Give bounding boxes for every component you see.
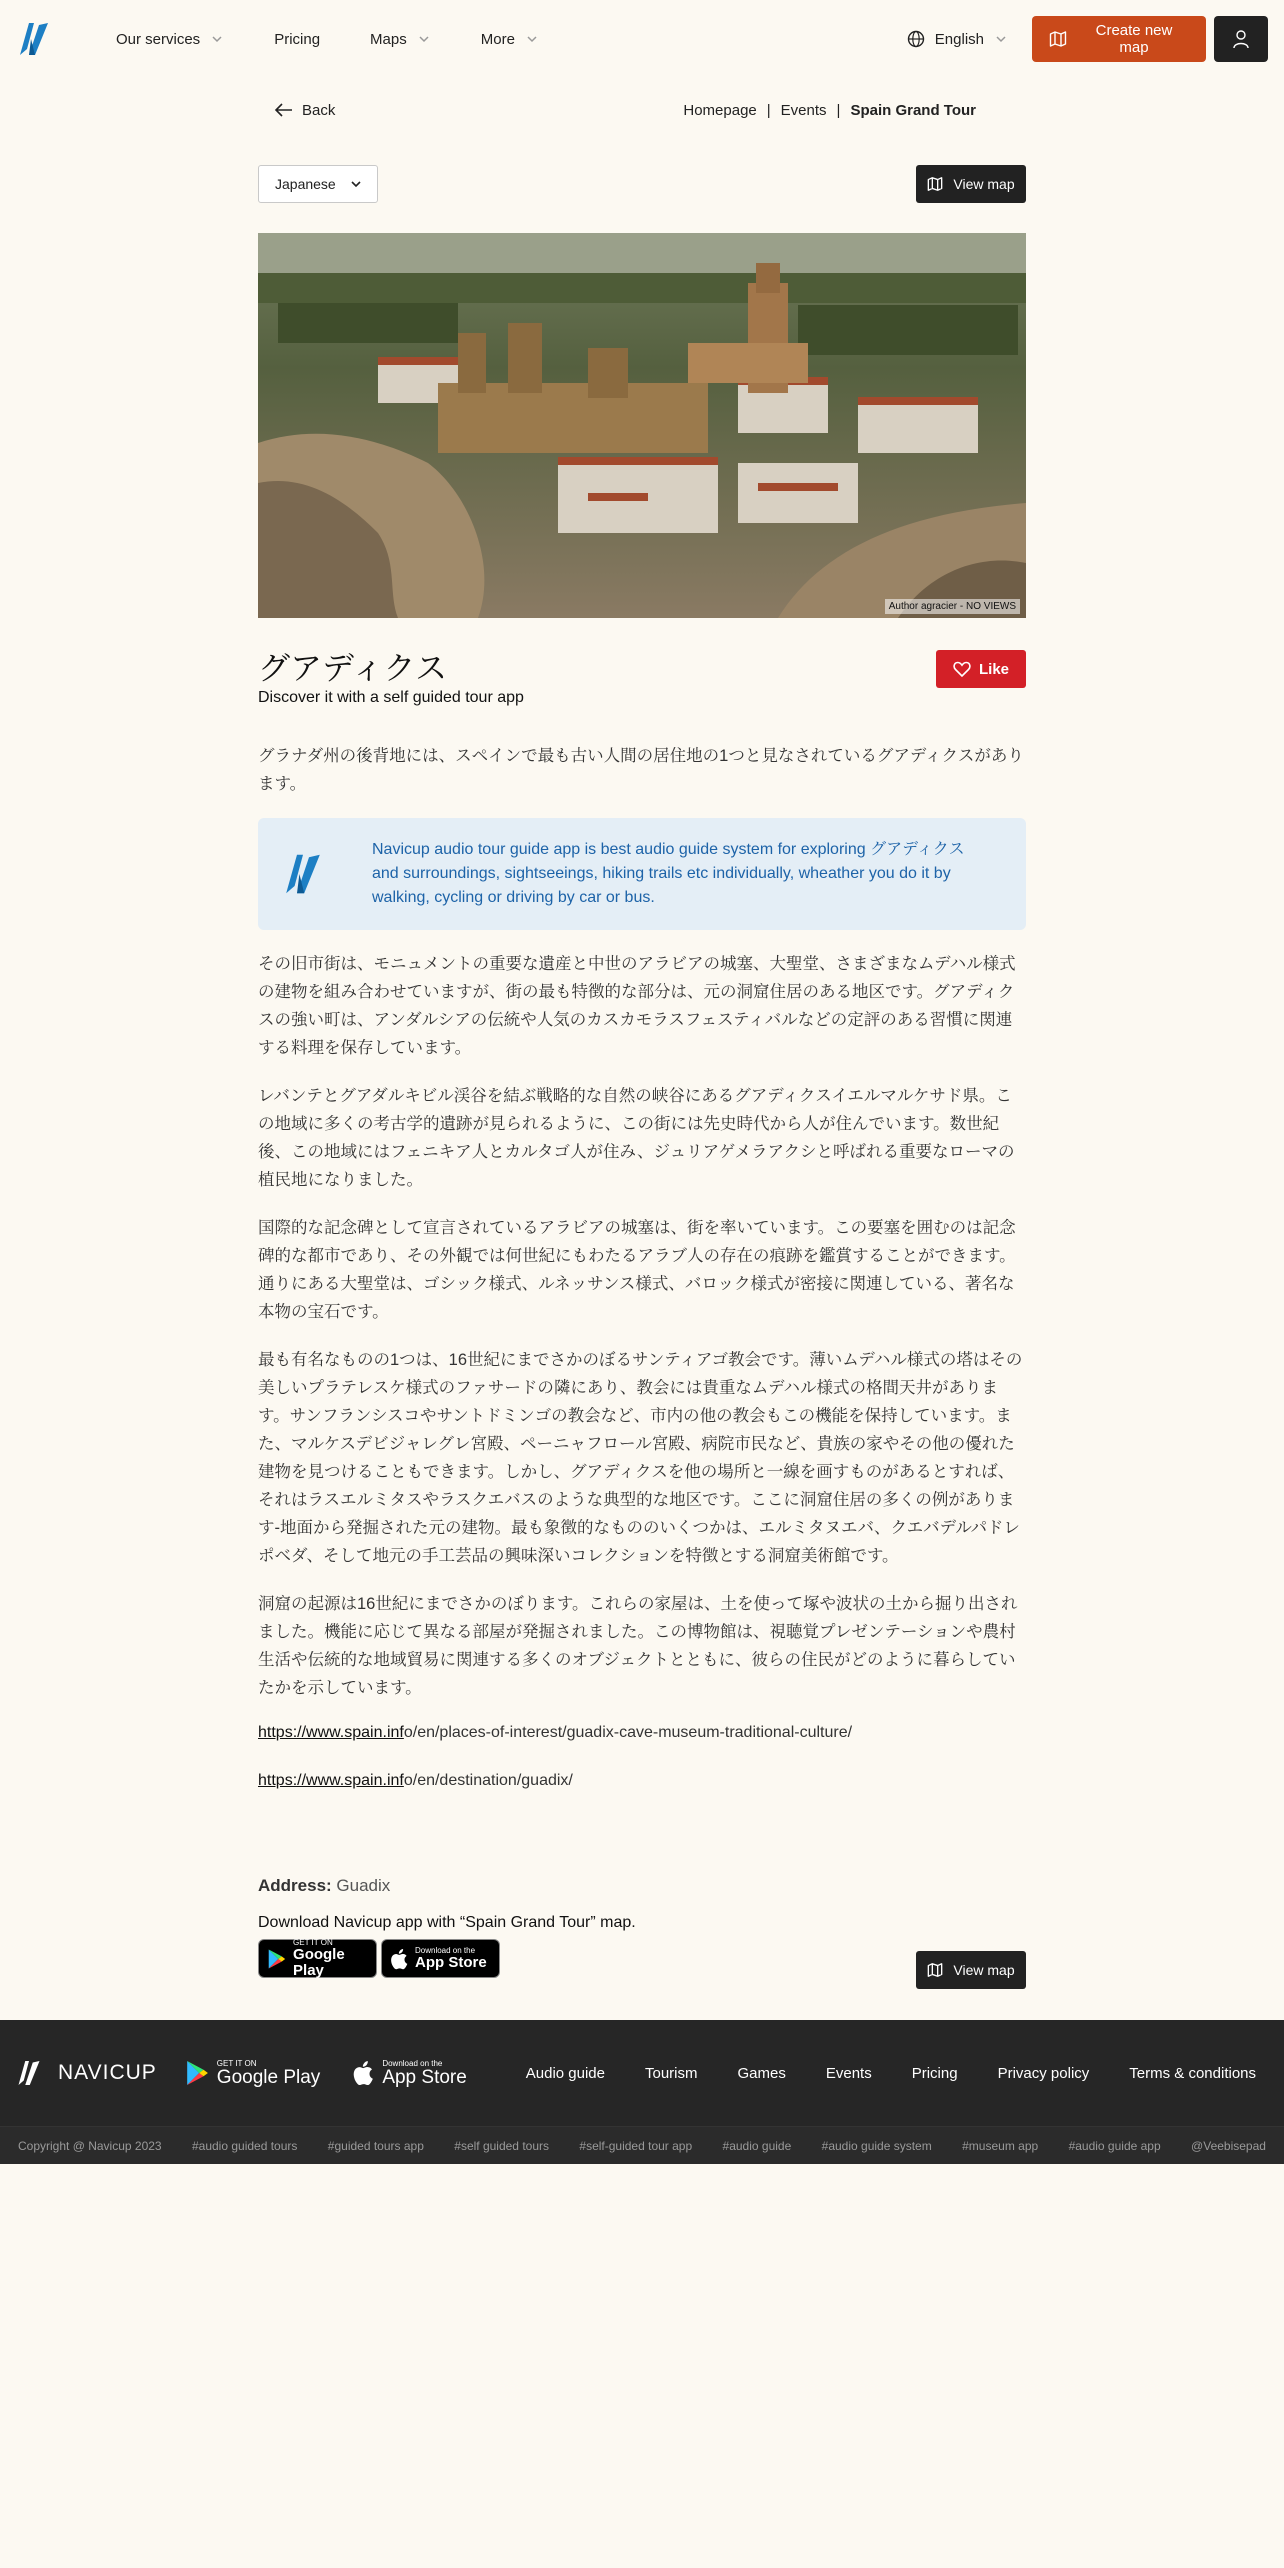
create-new-map-label: Create new map: [1095, 22, 1173, 56]
user-icon: [1232, 29, 1250, 49]
google-play-icon: [185, 2059, 209, 2087]
footer-link-privacy[interactable]: Privacy policy: [997, 2064, 1090, 2082]
arrow-left-icon: [274, 102, 294, 118]
view-map-label: View map: [953, 1962, 1015, 1978]
store-badges: [258, 1939, 1026, 1978]
nav-more[interactable]: [481, 31, 539, 48]
main-nav: [116, 31, 589, 48]
tour-language-value: Japanese: [275, 176, 336, 192]
breadcrumb: [683, 102, 976, 119]
footer-links: [526, 2065, 1256, 2082]
chevron-down-icon: [417, 32, 431, 46]
map-icon: [927, 1962, 943, 1978]
body-paragraph-2: レバンテとグアダルキビル渓谷を結ぶ戦略的な自然の峡谷にあるグアディクスイエルマルケサド県。この地域に多くの考古学的遺跡が見られるように、この街には先史時代から人が住んでいます。数世紀後、この地域にはフェニキア人とカルタゴ人が住み、ジュリアゲメラアクシと呼ばれる重要なローマの植民地になりました。: [258, 1087, 1015, 1189]
map-icon: [927, 176, 943, 192]
footer-tag[interactable]: #self guided tours: [454, 2138, 549, 2153]
footer: [0, 2020, 1284, 2153]
link-rest: o/en/destination/guadix/: [403, 1772, 573, 1789]
view-map-button[interactable]: [916, 165, 1026, 203]
footer-tag[interactable]: #guided tours app: [327, 2138, 424, 2153]
chevron-down-icon: [210, 32, 224, 46]
google-small-text: GET IT ON: [216, 2058, 257, 2068]
nav-maps[interactable]: [370, 31, 431, 48]
address: [258, 1876, 1026, 1896]
footer-tag[interactable]: #audio guide app: [1068, 2138, 1161, 2153]
footer-link-pricing[interactable]: Pricing: [911, 2064, 958, 2082]
back-link[interactable]: [274, 102, 335, 119]
address-label: Address:: [258, 1876, 332, 1895]
address-value: Guadix: [336, 1876, 391, 1895]
globe-icon: [907, 30, 925, 48]
controls-row: [258, 165, 1026, 203]
apple-big-text: App Store: [382, 2066, 467, 2088]
hero-image: [258, 233, 1026, 618]
like-label: Like: [978, 660, 1009, 678]
download-text: Download Navicup app with “Spain Grand Tour” map.: [258, 1914, 636, 1931]
body-paragraph-3: 国際的な記念碑として宣言されているアラビアの城塞は、街を率いています。この要塞を囲むのは記念碑的な都市であり、その外観では何世紀にもわたるアラブ人の存在の痕跡を鑑賞することができます。通りにある大聖堂は、ゴシック様式、ルネッサンス様式、バロック様式が密接に関連している、著名な本物の宝石です。: [258, 1219, 1016, 1321]
back-breadcrumb-row: [258, 96, 1026, 124]
language-selector[interactable]: [907, 30, 1008, 48]
back-label: Back: [302, 101, 336, 119]
app-store-badge[interactable]: [381, 1939, 500, 1978]
footer-app-store[interactable]: [352, 2059, 467, 2088]
link-underlined[interactable]: https://www.spain.inf: [258, 1724, 404, 1741]
footer-tag[interactable]: #self-guided tour app: [579, 2138, 693, 2153]
google-play-badge[interactable]: [258, 1939, 377, 1978]
language-label: English: [934, 30, 984, 48]
place-subtitle: Discover it with a self guided tour app: [258, 689, 524, 706]
google-big-text: Google Play: [293, 1946, 345, 1979]
apple-icon: [390, 1948, 408, 1970]
create-new-map-button[interactable]: [1032, 16, 1206, 62]
nav-our-services[interactable]: [116, 31, 224, 48]
like-button[interactable]: [936, 650, 1026, 688]
footer-tag[interactable]: #audio guide system: [821, 2138, 932, 2153]
source-link-1[interactable]: [258, 1724, 1026, 1742]
info-text: Navicup audio tour guide app is best audio guide system for exploring グアディクス and surroundings, sightseeings, hiking trails etc individually, wheather you do it by walking, cycling or driving by car or bus.: [372, 841, 965, 906]
footer-main: [0, 2020, 1284, 2126]
info-box: [258, 818, 1026, 930]
top-header: [0, 0, 1284, 78]
footer-brand-name: NAVICUP: [58, 2061, 157, 2084]
footer-link-audio-guide[interactable]: Audio guide: [525, 2064, 605, 2082]
footer-link-events[interactable]: Events: [825, 2064, 872, 2082]
map-icon: [1049, 30, 1067, 48]
heart-icon: [953, 661, 971, 677]
chevron-down-icon: [349, 177, 363, 191]
breadcrumb-current: Spain Grand Tour: [850, 101, 976, 119]
chevron-down-icon: [994, 32, 1008, 46]
nav-label: Our services: [116, 30, 201, 48]
footer-tag[interactable]: #audio guided tours: [191, 2138, 298, 2153]
nav-label: Maps: [370, 30, 407, 48]
nav-label: More: [480, 30, 515, 48]
apple-icon: [352, 2060, 374, 2086]
navicup-logo-icon: [282, 850, 324, 898]
body-paragraph-4: 最も有名なものの1つは、16世紀にまでさかのぼるサンティアゴ教会です。薄いムデハル様式の塔はその美しいプラテレスケ様式のファサードの隣にあり、教会には貴重なムデハル様式の格間天井があります。サンフランシスコやサントドミンゴの教会など、市内の他の教会もこの機能を保持しています。また、マルケスデビジャレグレ宮殿、ペーニャフロール宮殿、病院市民など、貴族の家やその他の優れた建物を見つけることもできます。しかし、グアディクスを他の場所と一線を画すものがあるとすれば、それはラスエルミタスやラスクエバスのような典型的な地区です。ここに洞窟住居の多くの例があります-地面から発掘された元の建物。最も象徴的なもののいくつかは、エルミタヌエバ、クエバデルパドレポベダ、そして地元の手工芸品の興味深いコレクションを特徴とする洞窟美術館です。: [258, 1351, 1023, 1565]
google-play-icon: [267, 1947, 286, 1971]
intro-paragraph: グラナダ州の後背地には、スペインで最も古い人間の居住地の1つと見なされているグアディクスがあります。: [258, 747, 1024, 793]
link-rest: o/en/places-of-interest/guadix-cave-museum-traditional-culture/: [403, 1724, 853, 1741]
nav-pricing[interactable]: [274, 31, 320, 48]
google-big-text: Google Play: [216, 2066, 321, 2088]
navicup-logo-icon[interactable]: [16, 19, 52, 59]
source-link-2[interactable]: [258, 1772, 1026, 1790]
footer-brand[interactable]: [16, 2058, 157, 2088]
guadix-photo: [258, 233, 1026, 618]
apple-big-text: App Store: [415, 1954, 487, 1971]
footer-link-tourism[interactable]: Tourism: [644, 2064, 698, 2082]
footer-tags-bar: [0, 2126, 1284, 2164]
header-actions: [907, 16, 1268, 62]
chevron-down-icon: [525, 32, 539, 46]
nav-label: Pricing: [274, 30, 321, 48]
footer-google-play[interactable]: [185, 2059, 321, 2088]
footer-link-games[interactable]: Games: [737, 2064, 786, 2082]
footer-link-terms[interactable]: Terms & conditions: [1129, 2064, 1256, 2082]
google-small-text: GET IT ON: [293, 1938, 333, 1947]
breadcrumb-homepage[interactable]: Homepage: [683, 101, 757, 119]
copyright: Copyright @ Navicup 2023: [18, 2138, 162, 2153]
view-map-button-bottom[interactable]: [916, 1951, 1026, 1989]
navicup-logo-icon: [16, 2058, 42, 2088]
footer-credit[interactable]: @Veebisepad: [1191, 2138, 1266, 2153]
body-paragraph-1: その旧市街は、モニュメントの重要な遺産と中世のアラビアの城塞、大聖堂、さまざまなムデハル様式の建物を組み合わせていますが、街の最も特徴的な部分は、元の洞窟住居のある地区です。グアディクスの強い町は、アンダルシアの伝統や人気のカスカモラスフェスティバルなどの定評のある習慣に関連する料理を保存しています。: [258, 955, 1016, 1057]
photo-credit: Author agracier - NO VIEWS: [885, 599, 1020, 614]
breadcrumb-separator: |: [766, 101, 771, 119]
body-paragraph-5: 洞窟の起源は16世紀にまでさかのぼります。これらの家屋は、土を使って塚や波状の土から掘り出されました。機能に応じて異なる部屋が発掘されました。この博物館は、視聴覚プレゼンテーションや農村生活や伝統的な地域貿易に関連する多くのオブジェクトとともに、彼らの住民がどのように暮らしていたかを示しています。: [258, 1595, 1018, 1697]
footer-tag[interactable]: #museum app: [962, 2138, 1039, 2153]
breadcrumb-separator: |: [836, 101, 841, 119]
apple-small-text: Download on the: [415, 1946, 476, 1955]
link-underlined[interactable]: https://www.spain.inf: [258, 1772, 404, 1789]
breadcrumb-events[interactable]: Events: [780, 101, 827, 119]
apple-small-text: Download on the: [382, 2058, 443, 2068]
view-map-label: View map: [953, 176, 1015, 192]
footer-tag[interactable]: #audio guide: [722, 2138, 792, 2153]
place-title-row: [258, 648, 1026, 708]
user-account-button[interactable]: [1214, 16, 1268, 62]
tour-language-select[interactable]: [258, 165, 378, 203]
place-title: グアディクス: [258, 650, 448, 686]
